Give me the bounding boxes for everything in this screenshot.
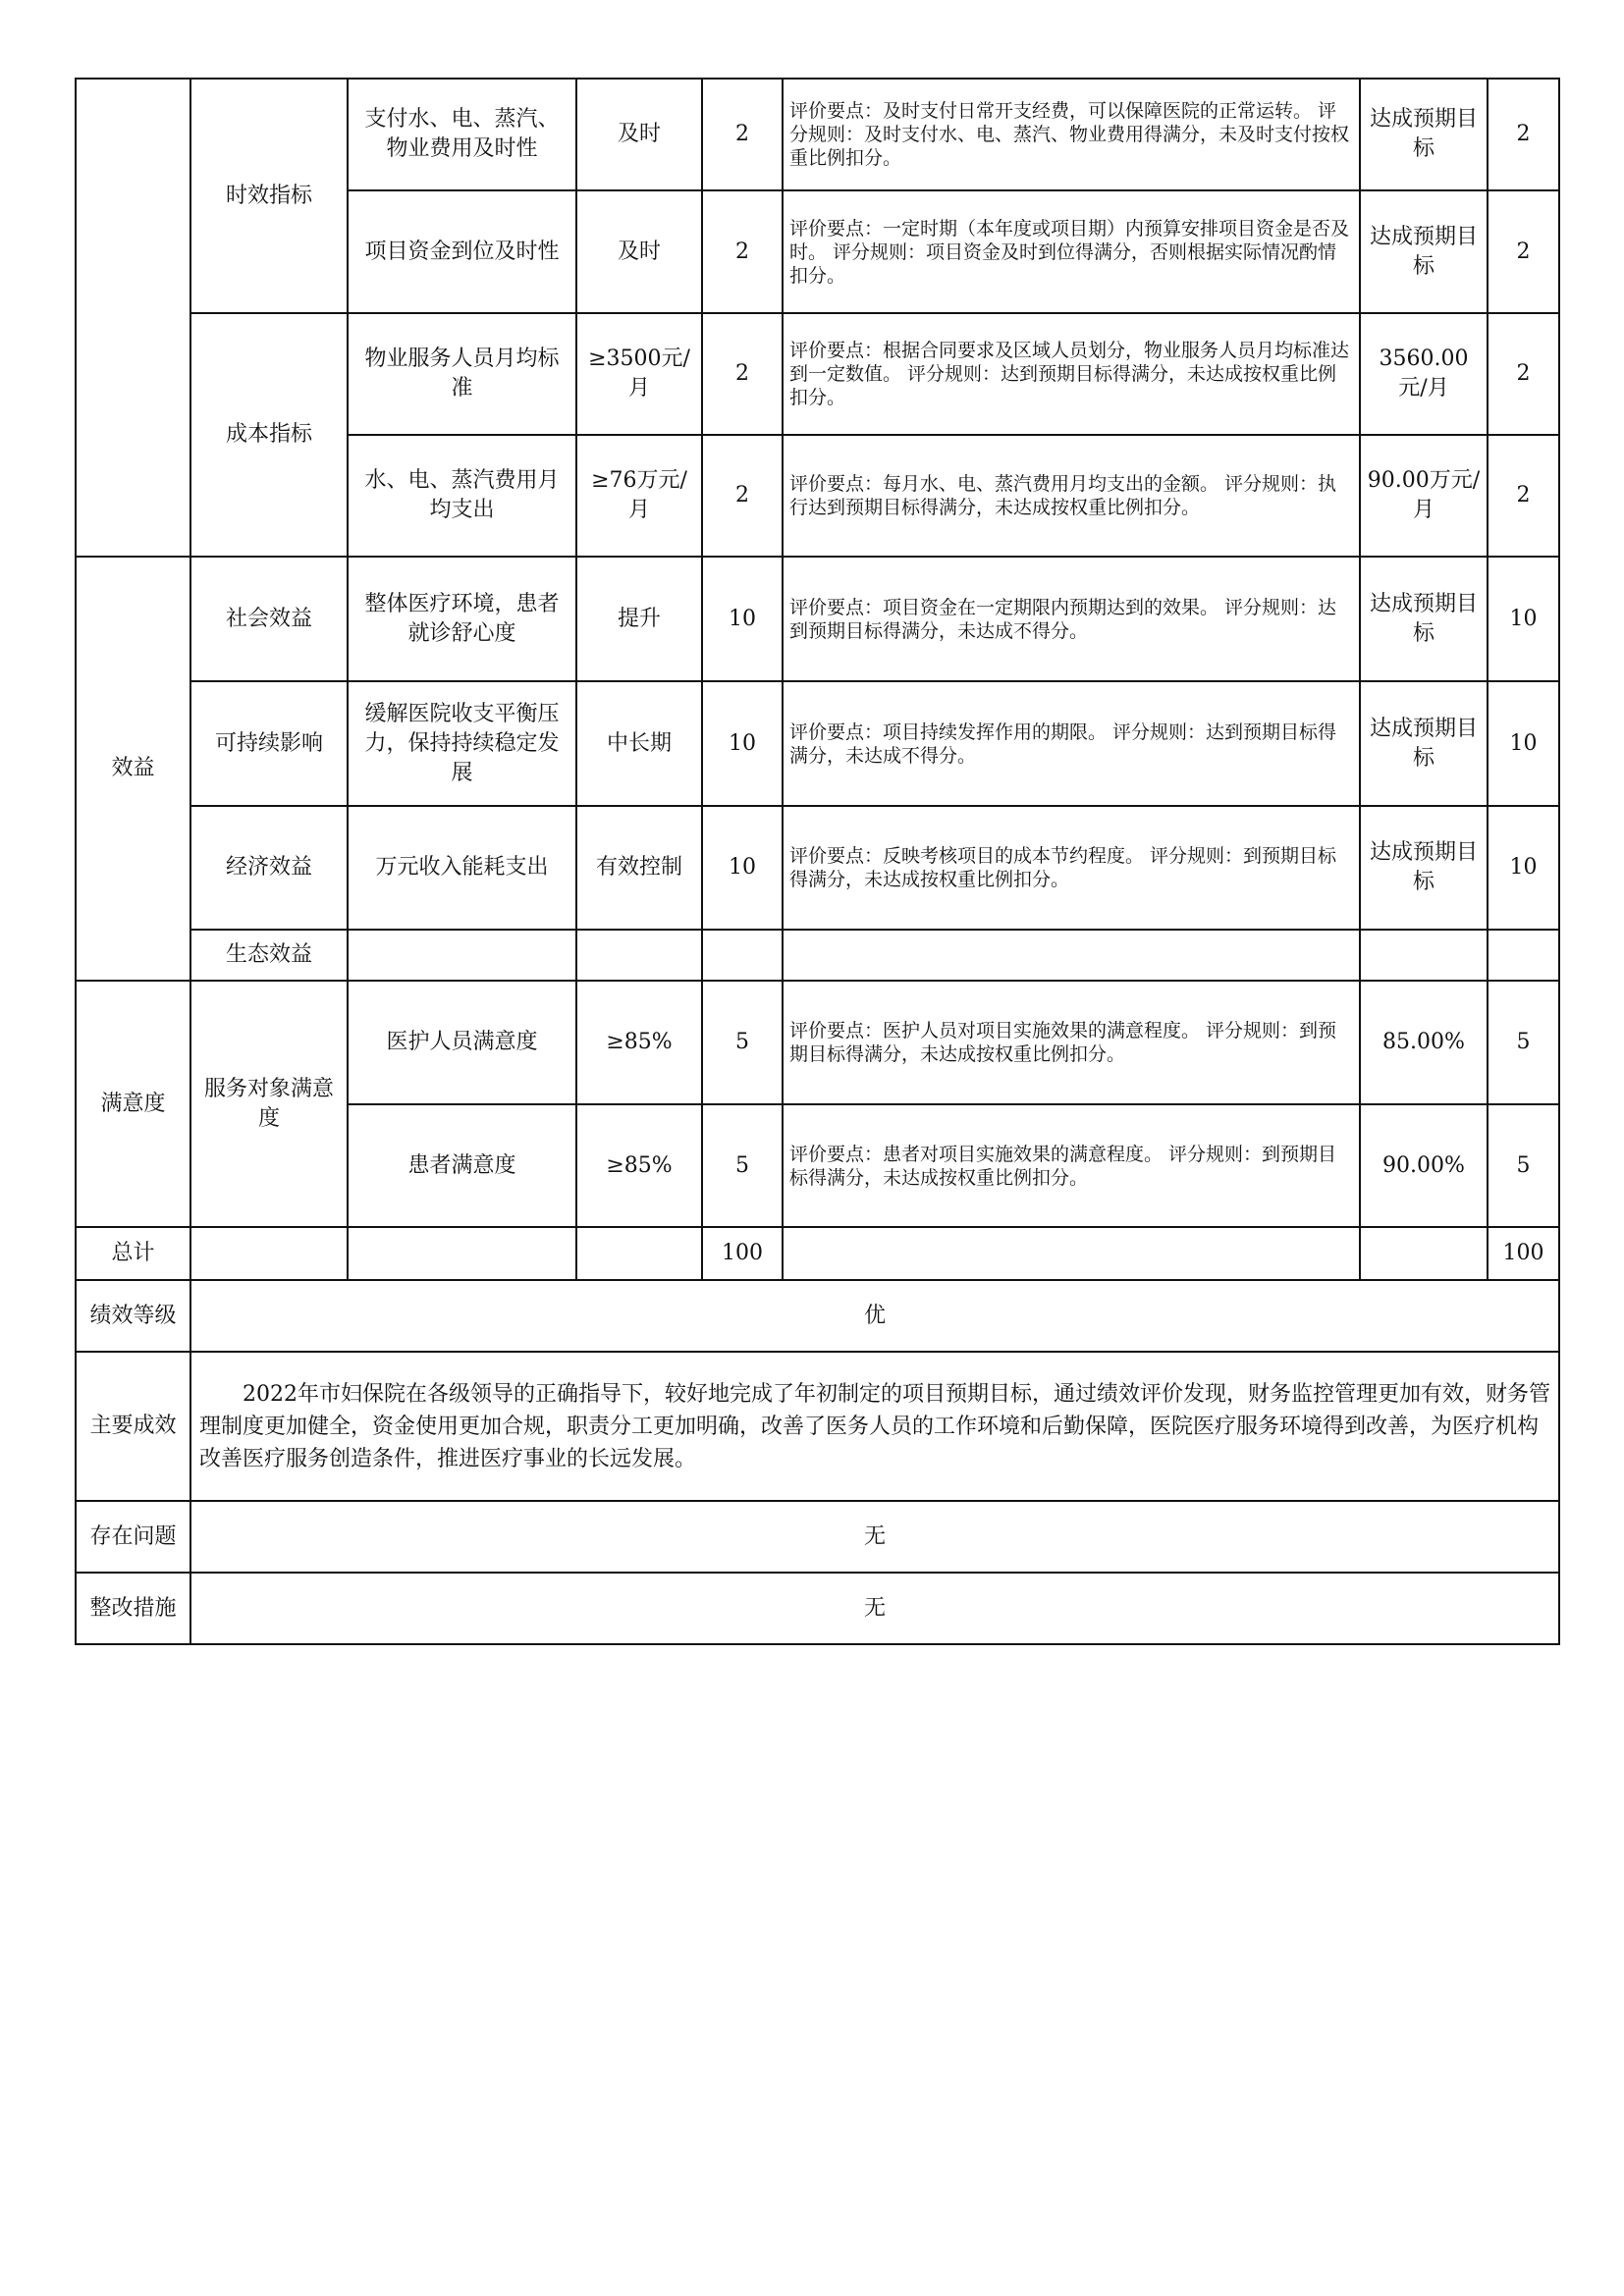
satisfaction-category-label: 满意度 xyxy=(76,981,190,1227)
table-row xyxy=(76,313,1559,435)
indicator-name: 缓解医院收支平衡压力，保持持续稳定发展 xyxy=(348,681,576,806)
benefit-subcategory: 社会效益 xyxy=(190,557,348,681)
indicator-weight: 10 xyxy=(702,806,783,930)
indicator-name: 患者满意度 xyxy=(348,1104,576,1227)
measures-label: 整改措施 xyxy=(76,1573,190,1644)
indicator-score: 5 xyxy=(1488,981,1559,1104)
indicator-rule: 评价要点：及时支付日常开支经费，可以保障医院的正常运转。 评分规则：及时支付水、电、蒸汽、物业费用得满分，未及时支付按权重比例扣分。 xyxy=(783,79,1360,190)
indicator-actual: 85.00% xyxy=(1360,981,1488,1104)
timely-indicator-label: 时效指标 xyxy=(190,79,348,313)
indicator-score: 2 xyxy=(1488,79,1559,190)
benefit-subcategory: 经济效益 xyxy=(190,806,348,930)
indicator-target: ≥3500元/月 xyxy=(576,313,702,435)
table-row xyxy=(76,557,1559,681)
cost-indicator-label: 成本指标 xyxy=(190,313,348,557)
indicator-actual: 90.00万元/月 xyxy=(1360,435,1488,557)
indicator-target: ≥85% xyxy=(576,1104,702,1227)
indicator-rule: 评价要点：医护人员对项目实施效果的满意程度。 评分规则：到预期目标得满分，未达成按权重比例扣分。 xyxy=(783,981,1360,1104)
indicator-name: 万元收入能耗支出 xyxy=(348,806,576,930)
indicator-score: 10 xyxy=(1488,681,1559,806)
indicator-rule: 评价要点：患者对项目实施效果的满意程度。 评分规则：到预期目标得满分，未达成按权重比例扣分。 xyxy=(783,1104,1360,1227)
indicator-weight: 5 xyxy=(702,1104,783,1227)
indicator-weight: 10 xyxy=(702,681,783,806)
benefit-subcategory: 生态效益 xyxy=(190,930,348,981)
table-row xyxy=(76,79,1559,190)
indicator-name: 医护人员满意度 xyxy=(348,981,576,1104)
indicator-weight: 2 xyxy=(702,435,783,557)
problems-value: 无 xyxy=(190,1501,1559,1573)
indicator-actual: 达成预期目标 xyxy=(1360,190,1488,313)
indicator-name: 整体医疗环境，患者就诊舒心度 xyxy=(348,557,576,681)
indicator-rule: 评价要点：项目资金在一定期限内预期达到的效果。 评分规则：达到预期目标得满分，未达成不得分。 xyxy=(783,557,1360,681)
indicator-rule: 评价要点：反映考核项目的成本节约程度。 评分规则：到预期目标得满分，未达成按权重比例扣分。 xyxy=(783,806,1360,930)
indicator-score: 5 xyxy=(1488,1104,1559,1227)
total-weight: 100 xyxy=(702,1227,783,1280)
indicator-weight: 2 xyxy=(702,190,783,313)
grade-label: 绩效等级 xyxy=(76,1280,190,1352)
indicator-weight: 10 xyxy=(702,557,783,681)
indicator-target: 有效控制 xyxy=(576,806,702,930)
total-label: 总计 xyxy=(76,1227,190,1280)
achievement-text: 2022年市妇保院在各级领导的正确指导下，较好地完成了年初制定的项目预期目标，通过绩效评价发现，财务监控管理更加有效，财务管理制度更加健全，资金使用更加合规，职责分工更加明确，改善了医务人员的工作环境和后勤保障，医院医疗服务环境得到改善，为医疗机构改善医疗服务创造条件，推进医疗事业的长远发展。 xyxy=(190,1352,1559,1501)
indicator-target: ≥76万元/月 xyxy=(576,435,702,557)
total-score: 100 xyxy=(1488,1227,1559,1280)
indicator-score: 2 xyxy=(1488,190,1559,313)
indicator-name: 水、电、蒸汽费用月均支出 xyxy=(348,435,576,557)
indicator-rule: 评价要点：每月水、电、蒸汽费用月均支出的金额。 评分规则：执行达到预期目标得满分，未达成按权重比例扣分。 xyxy=(783,435,1360,557)
indicator-target: 中长期 xyxy=(576,681,702,806)
indicator-weight: 5 xyxy=(702,981,783,1104)
indicator-name: 项目资金到位及时性 xyxy=(348,190,576,313)
indicator-rule: 评价要点：根据合同要求及区域人员划分，物业服务人员月均标准达到一定数值。 评分规则：达到预期目标得满分，未达成按权重比例扣分。 xyxy=(783,313,1360,435)
total-row xyxy=(76,1227,1559,1280)
performance-evaluation-table xyxy=(75,78,1560,1645)
indicator-rule: 评价要点：一定时期（本年度或项目期）内预算安排项目资金是否及时。 评分规则：项目资金及时到位得满分，否则根据实际情况酌情扣分。 xyxy=(783,190,1360,313)
indicator-weight: 2 xyxy=(702,79,783,190)
measures-value: 无 xyxy=(190,1573,1559,1644)
indicator-actual: 达成预期目标 xyxy=(1360,806,1488,930)
problems-row xyxy=(76,1501,1559,1573)
indicator-score: 10 xyxy=(1488,806,1559,930)
achievement-row xyxy=(76,1352,1559,1501)
table-row xyxy=(76,981,1559,1104)
indicator-target: 提升 xyxy=(576,557,702,681)
indicator-actual: 达成预期目标 xyxy=(1360,681,1488,806)
grade-value: 优 xyxy=(190,1280,1559,1352)
benefit-category-label: 效益 xyxy=(76,557,190,981)
indicator-actual: 3560.00元/月 xyxy=(1360,313,1488,435)
benefit-subcategory: 可持续影响 xyxy=(190,681,348,806)
satisfaction-subcategory: 服务对象满意度 xyxy=(190,981,348,1227)
measures-row xyxy=(76,1573,1559,1644)
problems-label: 存在问题 xyxy=(76,1501,190,1573)
indicator-score: 10 xyxy=(1488,557,1559,681)
indicator-actual: 达成预期目标 xyxy=(1360,79,1488,190)
achievement-label: 主要成效 xyxy=(76,1352,190,1501)
indicator-name: 物业服务人员月均标准 xyxy=(348,313,576,435)
indicator-target: ≥85% xyxy=(576,981,702,1104)
indicator-rule: 评价要点：项目持续发挥作用的期限。 评分规则：达到预期目标得满分，未达成不得分。 xyxy=(783,681,1360,806)
table-row xyxy=(76,930,1559,981)
performance-table-page xyxy=(75,78,1560,1645)
table-row xyxy=(76,681,1559,806)
indicator-target: 及时 xyxy=(576,190,702,313)
table-row xyxy=(76,806,1559,930)
output-category-cell xyxy=(76,79,190,557)
indicator-target: 及时 xyxy=(576,79,702,190)
grade-row xyxy=(76,1280,1559,1352)
indicator-score: 2 xyxy=(1488,435,1559,557)
indicator-actual: 90.00% xyxy=(1360,1104,1488,1227)
indicator-actual: 达成预期目标 xyxy=(1360,557,1488,681)
indicator-score: 2 xyxy=(1488,313,1559,435)
indicator-name: 支付水、电、蒸汽、物业费用及时性 xyxy=(348,79,576,190)
indicator-weight: 2 xyxy=(702,313,783,435)
